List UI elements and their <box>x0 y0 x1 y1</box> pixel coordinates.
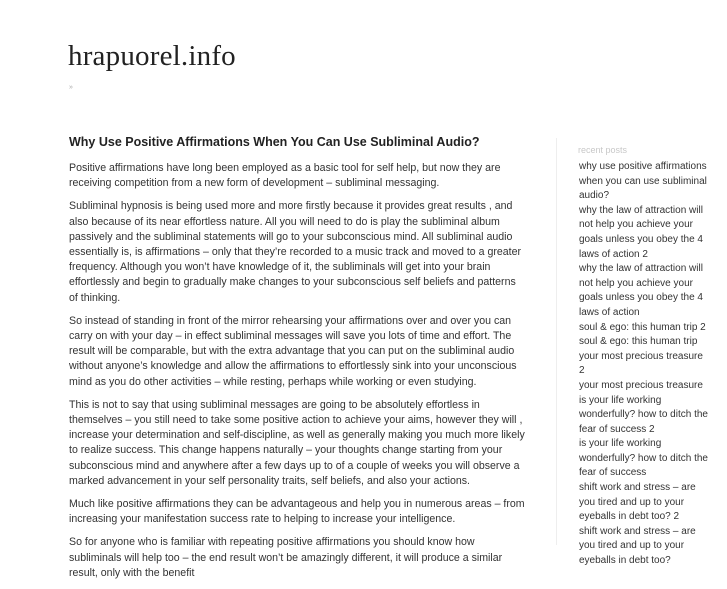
recent-post-item <box>579 204 711 262</box>
recent-post-item <box>579 262 711 320</box>
recent-post-item <box>579 321 711 336</box>
recent-post-item <box>579 481 711 525</box>
post-paragraph: So instead of standing in front of the mirror rehearsing your affirmations over and over you can carry on with your day – in effect subliminal messages will save you lots of time and effort. The result will be comparable, but with the extra advantage that you can put on the subliminal audio without anyone’s knowledge and allow the affirmations to effortlessly sink into your unconscious mind as you do other activities – while resting, perhaps while working or even studying. <box>69 314 517 388</box>
main-content <box>69 135 527 589</box>
recent-post-link[interactable]: why the law of attraction will not help you achieve your goals unless you obey the 4 laws of action 2 <box>579 204 703 260</box>
recent-posts-list <box>579 160 711 569</box>
recent-post-link[interactable]: your most precious treasure <box>579 379 703 391</box>
site-tagline: » <box>69 84 73 91</box>
recent-post-item <box>579 437 711 481</box>
recent-post-item <box>579 525 711 569</box>
post-body <box>69 161 527 581</box>
sidebar <box>556 138 727 567</box>
recent-post-item <box>579 379 711 394</box>
recent-post-link[interactable]: shift work and stress – are you tired and up to your eyeballs in debt too? 2 <box>579 482 696 523</box>
post-title: Why Use Positive Affirmations When You Can Use Subliminal Audio? <box>69 135 480 149</box>
recent-post-item <box>579 160 711 204</box>
recent-post-link[interactable]: shift work and stress – are you tired and up to your eyeballs in debt too? <box>579 525 696 567</box>
recent-post-link[interactable]: why the law of attraction will not help you achieve your goals unless you obey the 4 laws of action <box>579 263 703 318</box>
recent-post-item <box>579 335 711 350</box>
post-paragraph: This is not to say that using subliminal messages are going to be absolutely effortless in themselves – you still need to take some positive action to achieve your aims, however they will , increase your determination and self-discipline, as well as generally making you much more likely to realize success. This change happens naturally – your thoughts change starting from your subconscious mind and anywhere after a few days up to of a couple of weeks you will observe a marked advancement in your self personality traits, self beliefs, and also your actions. <box>69 398 525 487</box>
post-paragraph: So for anyone who is familiar with repeating positive affirmations you should know how subliminals will help too – the end result won’t be amazingly different, it will produce a similar result, only with the benefit <box>69 536 503 579</box>
recent-post-link[interactable]: soul & ego: this human trip <box>579 336 698 348</box>
recent-post-link[interactable]: is your life working wonderfully? how to ditch the fear of success 2 <box>579 394 708 435</box>
post-paragraph: Much like positive affirmations they can be advantageous and help you in numerous areas – from increasing your manifestation success rate to helping to increase your intelligence. <box>69 498 525 526</box>
recent-post-link[interactable]: why use positive affirmations when you can use subliminal audio? <box>579 161 707 202</box>
recent-post-link[interactable]: is your life working wonderfully? how to ditch the fear of success <box>579 438 708 479</box>
recent-post-item <box>579 394 711 438</box>
recent-post-link[interactable]: soul & ego: this human trip 2 <box>579 321 706 333</box>
recent-post-item <box>579 350 711 379</box>
recent-post-link[interactable]: your most precious treasure 2 <box>579 350 703 377</box>
post-paragraph: Positive affirmations have long been employed as a basic tool for self help, but now they are receiving competition from a new form of development – subliminal messaging. <box>69 162 501 190</box>
site-title-link[interactable]: hrapuorel.info <box>68 40 236 72</box>
sidebar-heading: recent posts <box>578 145 628 155</box>
post-paragraph: Subliminal hypnosis is being used more and more firstly because it provides great results , and also because of its near effortless nature. All you will need to do is play the subliminal album passively and the subliminal statements will go to your subconscious mind. All subliminal audio essentially is, is affirmations – only that they’re recorded to a music track and moved to a greater frequency. Although you won’t have knowledge of it, the subliminals will get into your brain effortlessly and begin to gradually make changes to your subconscious self beliefs and patterns of thinking. <box>69 200 522 304</box>
